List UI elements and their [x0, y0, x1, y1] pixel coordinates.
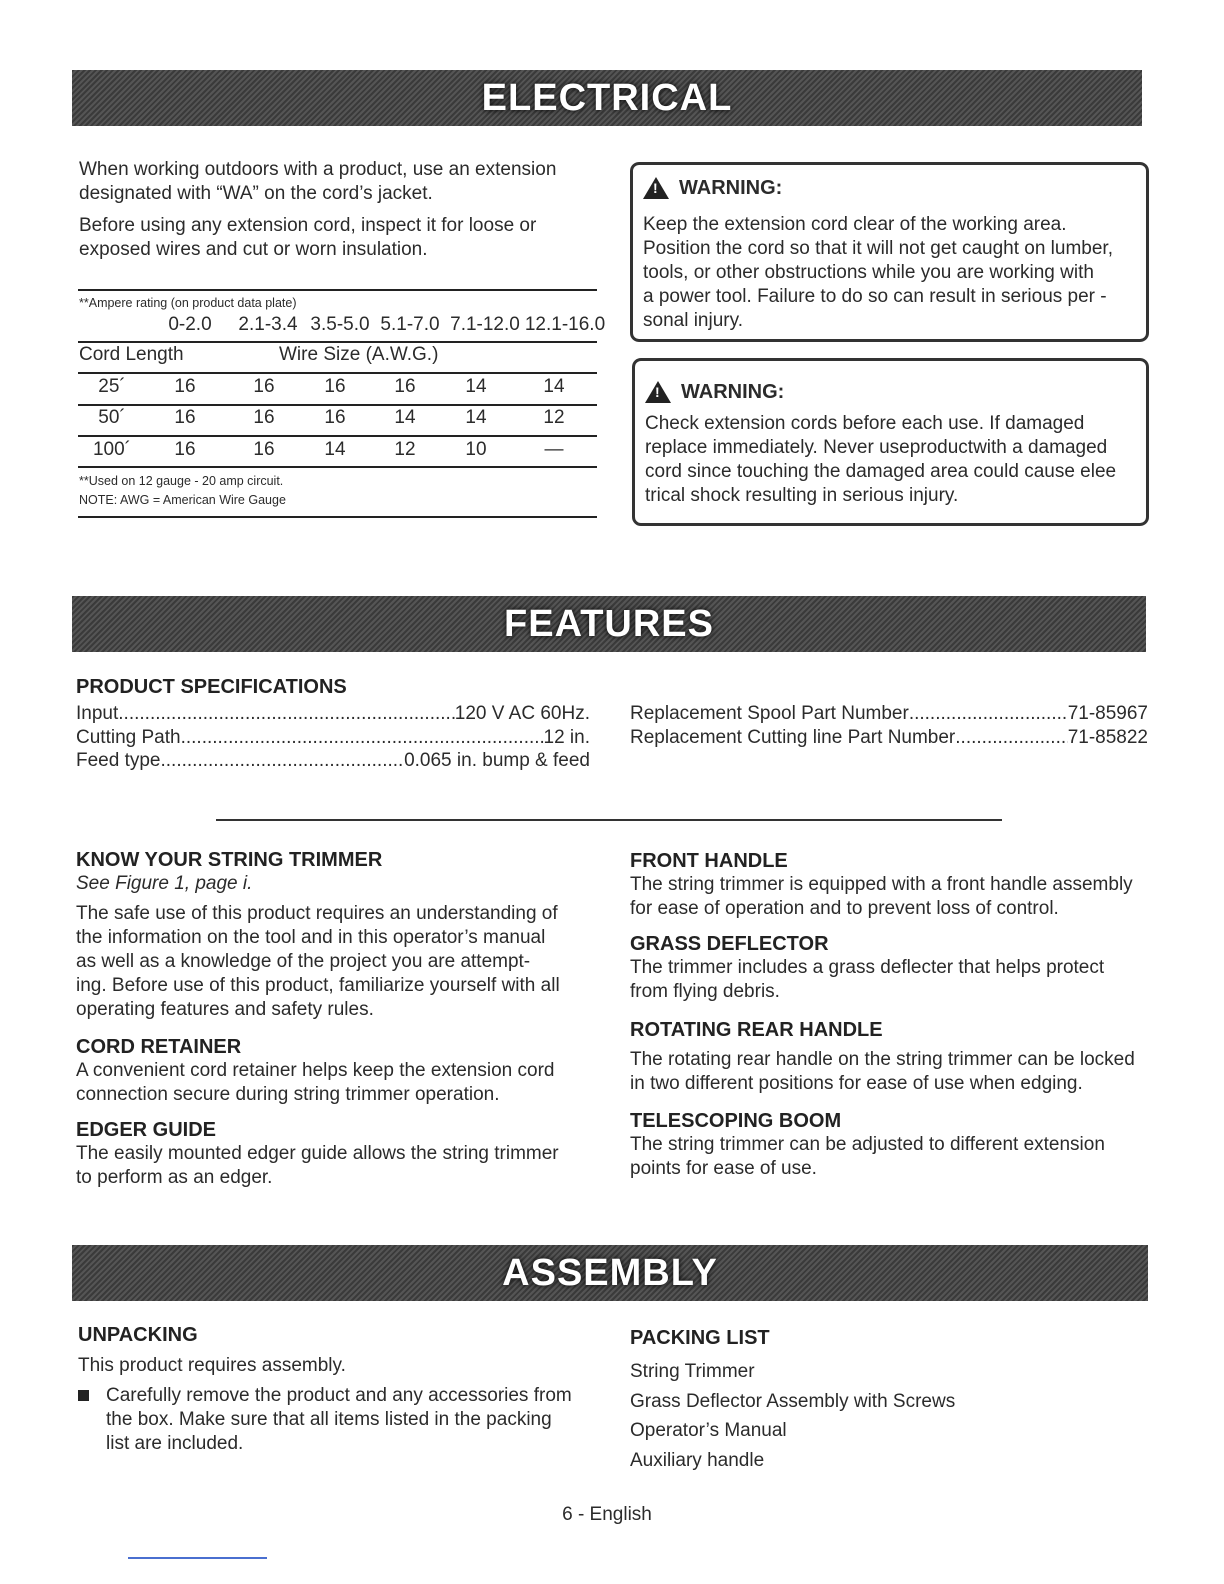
packing-item: Operator’s Manual	[630, 1420, 787, 1441]
wire-size-cell: 16	[174, 376, 196, 397]
table-rule	[78, 466, 597, 468]
wire-size-cell: 16	[324, 376, 346, 397]
packing-item: String Trimmer	[630, 1361, 755, 1382]
spec-value: 71-85967	[1067, 703, 1148, 724]
know-your-trimmer-section	[76, 848, 560, 1022]
wire-size-cell: 16	[253, 407, 275, 428]
spec-label: Input	[76, 703, 119, 724]
spec-label: Cutting Path	[76, 726, 181, 748]
wire-size-cell: 16	[253, 376, 275, 397]
cord-length-cell: 25´	[98, 376, 126, 397]
telescoping-boom-section: TELESCOPING BOOM The string trimmer can be adjusted to different extension points for ease of use.	[630, 1110, 1105, 1179]
ampere-range: 5.1-7.0	[380, 314, 440, 335]
spec-label: Feed type	[76, 750, 161, 771]
section-heading: GRASS DEFLECTOR	[630, 933, 829, 955]
figure-reference: See Figure 1, page i.	[76, 873, 253, 894]
bullet-item: Carefully remove the product and any accessories from the box. Make sure that all items listed in the packing list are included.	[78, 1384, 572, 1456]
wire-size-cell: 14	[324, 439, 346, 460]
spec-row	[76, 726, 590, 750]
wire-size-cell: 12	[394, 439, 416, 460]
table-rule	[78, 289, 597, 291]
wire-size-cell: 12	[543, 407, 565, 428]
warning-box	[630, 162, 1149, 342]
cord-length-cell: 100´	[92, 439, 132, 460]
ampere-range: 2.1-3.4	[238, 314, 298, 335]
wire-size-cell: 16	[174, 439, 196, 460]
ampere-range: 3.5-5.0	[310, 314, 370, 335]
packing-list-section	[630, 1326, 955, 1475]
front-handle-section: FRONT HANDLE The string trimmer is equipped with a front handle assembly for ease of operation and to prevent loss of control.	[630, 850, 1133, 919]
spec-row	[76, 749, 590, 773]
spec-value: 120 V AC 60Hz.	[454, 703, 590, 724]
table-rule	[78, 435, 597, 437]
warning-text: Keep the extension cord clear of the working area. Position the cord so that it will not get caught on lumber, tools, or other obstructions while you are working with a power tool. Failure to do so can result in serious per - sonal injury.	[643, 214, 1113, 331]
cord-length-cell: 50´	[98, 407, 126, 428]
warning-triangle-icon	[643, 177, 669, 199]
wire-size-cell: —	[544, 439, 564, 460]
warning-title: WARNING:	[681, 380, 785, 403]
page-number: 6 - English	[562, 1504, 652, 1525]
section-heading: EDGER GUIDE	[76, 1119, 217, 1141]
spec-label: Replacement Cutting line Part Number	[630, 726, 956, 748]
table-rule	[78, 372, 597, 374]
unpacking-section	[78, 1323, 572, 1456]
spec-value: 71-85822	[1067, 726, 1148, 748]
warning-box	[632, 358, 1149, 526]
wire-size-cell: 14	[465, 376, 487, 397]
section-banner-assembly: ASSEMBLY	[72, 1245, 1148, 1301]
specs-right	[630, 702, 1148, 749]
section-heading: PACKING LIST	[630, 1327, 770, 1349]
section-text: This product requires assembly.	[78, 1355, 346, 1376]
section-text: The safe use of this product requires an understanding of the information on the tool and in this operator’s manual as well as a knowledge of the project you are attempt- ing. Before use of this product, familiarize yourself with all operating features and safety rules.	[76, 903, 560, 1020]
intro-paragraph: When working outdoors with a product, use an extension designated with “WA” on the cord’s jacket.	[79, 159, 557, 204]
footer-line	[128, 1557, 267, 1559]
wire-size-cell: 14	[394, 407, 416, 428]
ampere-range: 0-2.0	[168, 314, 212, 335]
wire-size-cell: 16	[253, 439, 275, 460]
ampere-range: 12.1-16.0	[524, 314, 606, 335]
warning-text: Check extension cords before each use. If damaged replace immediately. Never useproductwith a damaged cord since touching the damaged area could cause elee trical shock resulting in serious injury.	[645, 413, 1117, 506]
warning-triangle-icon	[645, 381, 671, 403]
product-specifications-heading: PRODUCT SPECIFICATIONS	[76, 676, 347, 698]
spec-value: 0.065 in. bump & feed	[404, 750, 590, 771]
ampere-note: **Ampere rating (on product data plate)	[79, 296, 297, 310]
rear-handle-section: ROTATING REAR HANDLE The rotating rear handle on the string trimmer can be locked in two different positions for ease of use when edging.	[630, 1019, 1135, 1094]
spec-value: 12 in.	[543, 726, 590, 748]
wire-size-cell: 16	[324, 407, 346, 428]
packing-item: Auxiliary handle	[630, 1449, 765, 1471]
table-rule	[78, 404, 597, 406]
spec-row	[630, 726, 1148, 750]
cord-length-header: Cord Length	[79, 344, 184, 365]
edger-guide-section: EDGER GUIDE The easily mounted edger guide allows the string trimmer to perform as an edger.	[76, 1119, 559, 1188]
divider	[216, 819, 1002, 821]
section-heading: KNOW YOUR STRING TRIMMER	[76, 849, 383, 871]
section-banner-electrical: ELECTRICAL	[72, 70, 1142, 126]
wire-size-header: Wire Size (A.W.G.)	[279, 344, 439, 365]
wire-size-cell: 10	[465, 439, 487, 460]
section-heading: FRONT HANDLE	[630, 850, 788, 872]
ampere-range: 7.1-12.0	[450, 314, 520, 335]
table-footnote: **Used on 12 gauge - 20 amp circuit.	[79, 474, 284, 488]
cord-retainer-section: CORD RETAINER A convenient cord retainer helps keep the extension cord connection secure during string trimmer operation.	[76, 1036, 555, 1105]
wire-size-cell: 16	[174, 407, 196, 428]
spec-label: Replacement Spool Part Number	[630, 703, 909, 724]
section-heading: TELESCOPING BOOM	[630, 1110, 842, 1132]
section-heading: UNPACKING	[78, 1324, 198, 1346]
packing-item: Grass Deflector Assembly with Screws	[630, 1390, 956, 1412]
wire-size-cell: 14	[543, 376, 565, 397]
section-banner-features: FEATURES	[72, 596, 1146, 652]
table-rule	[78, 516, 597, 518]
warning-title: WARNING:	[679, 176, 783, 199]
spec-row	[76, 702, 590, 726]
table-note: NOTE: AWG = American Wire Gauge	[79, 493, 286, 507]
spec-row	[630, 702, 1148, 726]
wire-size-cell: 14	[465, 407, 487, 428]
section-heading: CORD RETAINER	[76, 1036, 242, 1058]
section-heading: ROTATING REAR HANDLE	[630, 1019, 883, 1041]
specs-left	[76, 702, 590, 773]
inspect-paragraph: Before using any extension cord, inspect it for loose or exposed wires and cut or worn insulation.	[79, 215, 537, 260]
wire-size-cell: 16	[394, 376, 416, 397]
grass-deflector-section: GRASS DEFLECTOR The trimmer includes a grass deflecter that helps protect from flying debris.	[630, 933, 1105, 1002]
packing-list	[630, 1357, 955, 1475]
